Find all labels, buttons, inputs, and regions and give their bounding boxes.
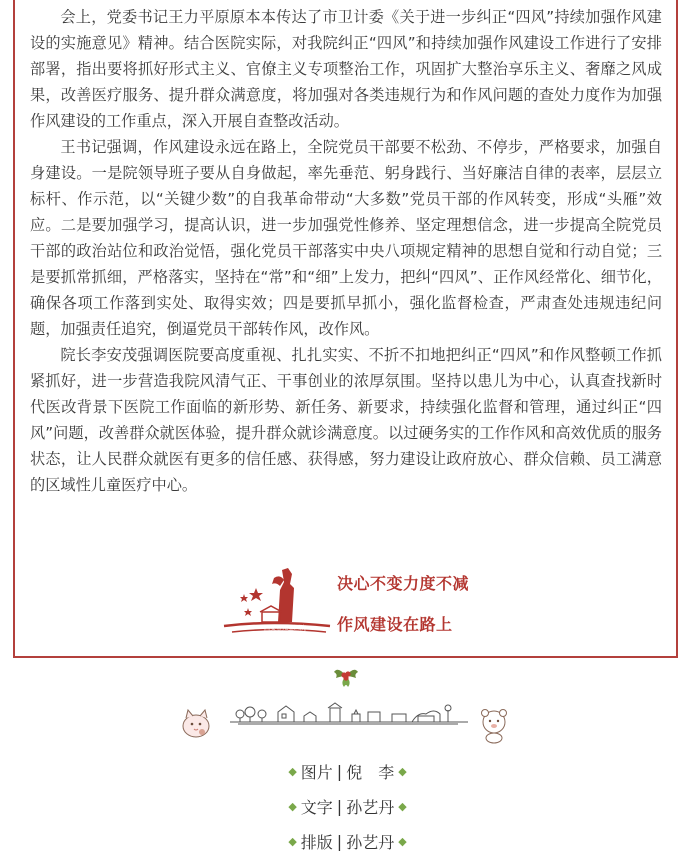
diamond-icon: ◆ xyxy=(288,765,297,778)
paragraph-2: 王书记强调，作风建设永远在路上，全院党员干部要不松劲、不停步，严格要求，加强自身建设。一是院领导班子要从自身做起，率先垂范、躬身践行、当好廉洁自律的表率，层层立标杆、作示范，以“关键少数”的自我革命带动“大多数”党员干部的作风转变，形成“头雁”效应。二是要加强学习，提高认识，进一步加强党性修养、坚定理想信念，进一步提高全院党员干部的政治站位和政治觉悟，强化党员干部落实中央八项规定精神的思想自觉和行动自觉；三是要抓常抓细，严格落实，坚持在“常”和“细”上发力，把纠“四风”、正作风经常化、细节化，确保各项工作落到实处、取得实效；四是要抓早抓小，强化监督检查，严肃查处违规违纪问题，加强责任追究，倒逼党员干部转作风，改作风。 xyxy=(30,138,662,338)
slogan-line-1: 决心不变力度不减 xyxy=(337,574,470,593)
credit-separator: | xyxy=(336,762,343,781)
cat-icon xyxy=(183,710,209,737)
slogan-banner xyxy=(222,564,482,636)
paragraph-1: 会上，党委书记王力平原原本本传达了市卫计委《关于进一步纠正“四风”持续加强作风建设的实施意见》精神。结合医院实际，对我院纠正“四风”和持续加强作风建设工作进行了安排部署，指出要将抓好形式主义、官僚主义专项整治工作，巩固扩大整治享乐主义、奢靡之风成果，改善医疗服务、提升群众满意度，将加强对各类违规行为和作风问题的查处力度作为加强作风建设的工作重点，深入开展自查整改活动。 xyxy=(30,8,662,130)
credit-text-name: 孙艺丹 xyxy=(346,798,395,817)
diamond-icon: ◆ xyxy=(398,800,407,813)
town-skyline-icon xyxy=(230,703,468,724)
diamond-icon: ◆ xyxy=(398,835,407,848)
diamond-icon: ◆ xyxy=(288,835,297,848)
paragraph-3: 院长李安茂强调医院要高度重视、扎扎实实、不折不扣地把纠正“四风”和作风整顿工作抓紧抓好，进一步营造我院风清气正、干事创业的浓厚氛围。坚持以患儿为中心，认真查找新时代医改背景下医院工作面临的新形势、新任务、新要求，持续强化监督和管理，通过纠正“四风”问题，改善群众就医体验，提升群众就诊满意度。以过硬务实的工作作风和高效优质的服务状态，让人民群众就医有更多的信任感、获得感，努力建设让政府放心、群众信赖、员工满意的区域性儿童医疗中心。 xyxy=(30,346,662,494)
holly-icon xyxy=(332,662,360,688)
credit-text xyxy=(0,795,695,818)
credit-layout-label: 排版 xyxy=(300,833,333,852)
diamond-icon: ◆ xyxy=(398,765,407,778)
credit-layout xyxy=(0,830,695,853)
article-body xyxy=(30,0,662,498)
credit-text-label: 文字 xyxy=(300,798,333,817)
credit-photo-label: 图片 xyxy=(300,763,333,782)
credit-photo-name: 倪 李 xyxy=(346,763,395,782)
credit-layout-name: 孙艺丹 xyxy=(346,833,395,852)
credit-separator: | xyxy=(336,797,343,816)
emblem-text: 西安市儿童医院 xyxy=(264,625,307,632)
bear-icon xyxy=(482,710,507,744)
credit-photo xyxy=(0,760,695,783)
decorative-divider xyxy=(178,700,518,744)
party-emblem-icon xyxy=(222,564,334,636)
credit-separator: | xyxy=(336,832,343,851)
diamond-icon: ◆ xyxy=(288,800,297,813)
slogan-line-2: 作风建设在路上 xyxy=(337,615,453,634)
